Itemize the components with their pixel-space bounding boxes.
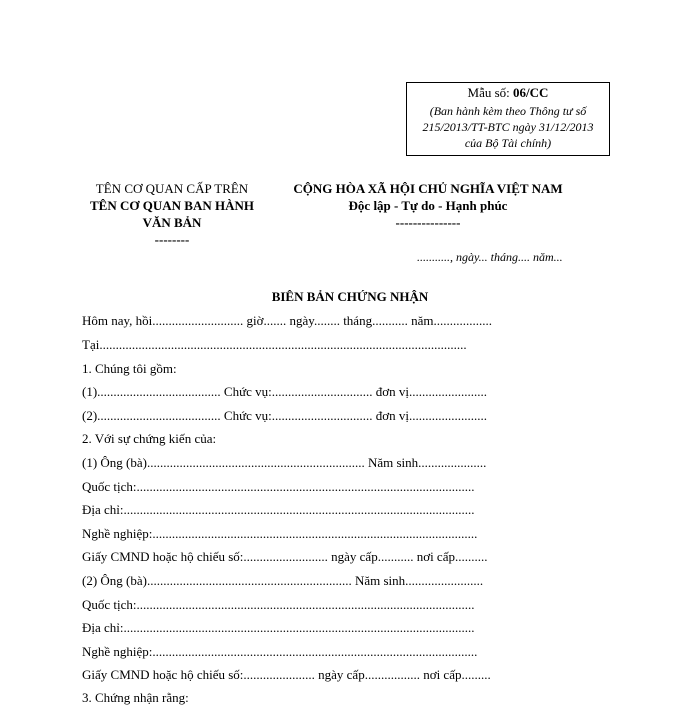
motto-separator: ---------------	[395, 215, 461, 230]
section-heading: 2. Với sự chứng kiến của:	[82, 431, 217, 446]
form-number-box	[406, 82, 610, 156]
national-header	[283, 180, 573, 231]
agency-separator: --------	[154, 232, 190, 247]
parent-agency: TÊN CƠ QUAN CẤP TRÊN	[95, 181, 249, 196]
agency-header	[82, 180, 262, 248]
section-heading: 3. Chứng nhận rằng:	[82, 690, 189, 705]
form-code	[407, 85, 609, 101]
country-name: CỘNG HÒA XÃ HỘI CHỦ NGHĨA VIỆT NAM	[293, 181, 563, 196]
form-line: Quốc tịch:........................................................................................................	[82, 597, 475, 612]
issuing-agency-line2: VĂN BẢN	[142, 215, 202, 230]
form-line: Giấy CMND hoặc hộ chiếu số:...................... ngày cấp................. nơi cấp.........	[82, 667, 491, 682]
form-line: (1) Ông (bà)................................................................... Năm sinh.....................	[82, 455, 487, 470]
national-motto: Độc lập - Tự do - Hạnh phúc	[348, 198, 508, 213]
form-note-line: 215/2013/TT-BTC ngày 31/12/2013	[422, 120, 594, 134]
form-line: Nghề nghiệp:....................................................................................................	[82, 644, 478, 659]
issuing-agency-line1: TÊN CƠ QUAN BAN HÀNH	[90, 198, 254, 213]
form-line: (2)...................................... Chức vụ:............................... đơn vị........................	[82, 408, 487, 423]
form-code-label: Mẫu số:	[467, 85, 514, 100]
form-line: (1)...................................... Chức vụ:............................... đơn vị........................	[82, 384, 487, 399]
form-note-line: (Ban hành kèm theo Thông tư số	[429, 104, 587, 118]
form-line: Địa chỉ:............................................................................................................	[82, 502, 475, 517]
section-heading: 1. Chúng tôi gồm:	[82, 361, 177, 376]
form-note	[407, 103, 609, 151]
form-line: Nghề nghiệp:....................................................................................................	[82, 526, 478, 541]
form-code-value: 06/CC	[513, 85, 549, 100]
form-line: Hôm nay, hồi............................ giờ....... ngày........ tháng........... năm..................	[82, 313, 492, 328]
form-line: Tại.................................................................................................................	[82, 337, 467, 352]
form-line: Địa chỉ:............................................................................................................	[82, 620, 475, 635]
document-title: BIÊN BẢN CHỨNG NHẬN	[271, 289, 429, 304]
date-line: ..........., ngày... tháng.... năm...	[417, 250, 563, 264]
form-line: Quốc tịch:........................................................................................................	[82, 479, 475, 494]
form-note-line: của Bộ Tài chính)	[464, 136, 552, 150]
form-line: (2) Ông (bà)............................................................... Năm sinh........................	[82, 573, 484, 588]
form-line: Giấy CMND hoặc hộ chiếu số:.......................... ngày cấp........... nơi cấp..........	[82, 549, 488, 564]
